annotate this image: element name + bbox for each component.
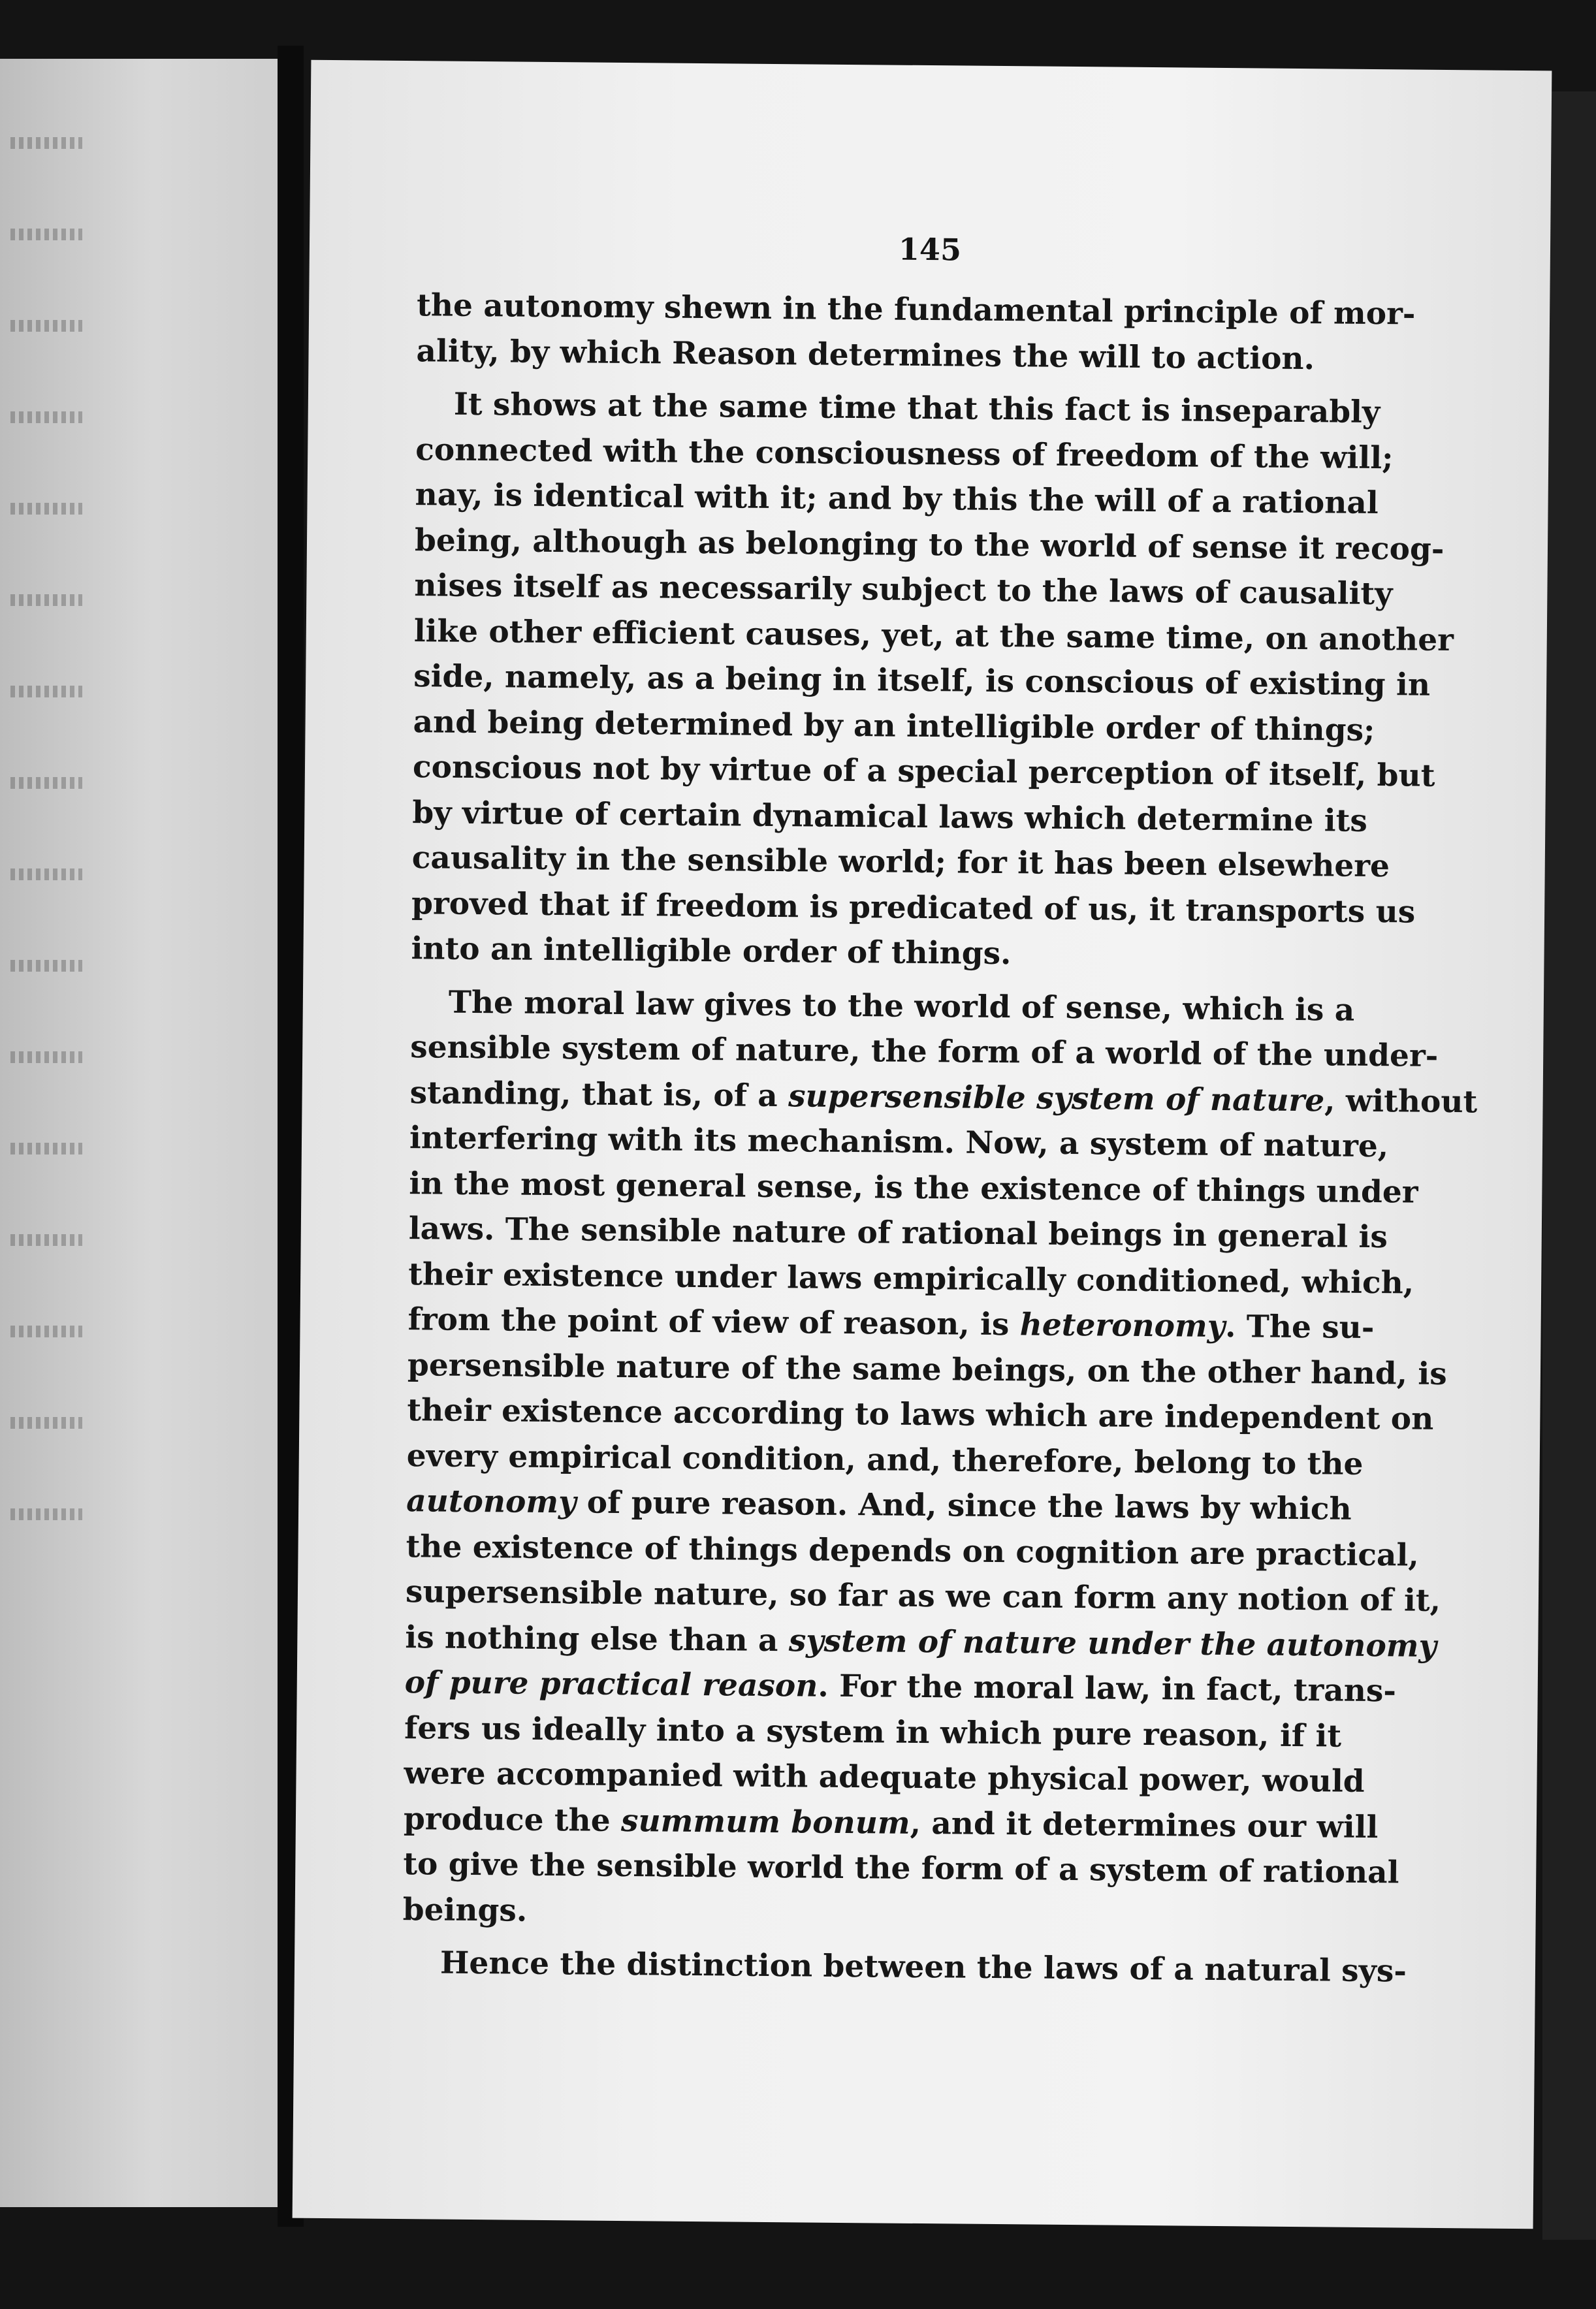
text-run: into an intelligible order of things. xyxy=(411,931,1012,972)
text-run: proved that if freedom is predicated of us, it transports us xyxy=(411,885,1416,931)
text-line xyxy=(406,1478,1352,1532)
text-run: to give the sensible world the form of a system of rational xyxy=(403,1846,1399,1891)
text-line xyxy=(413,654,1431,707)
text-line xyxy=(409,1115,1389,1169)
text-line xyxy=(404,1706,1342,1759)
text-line xyxy=(405,1569,1441,1623)
paragraph xyxy=(411,381,1454,979)
text-run: The moral law gives to the world of sense, which is a xyxy=(448,984,1355,1028)
text-line xyxy=(407,1252,1414,1305)
text-line xyxy=(408,1206,1388,1260)
text-run: is nothing else than a xyxy=(405,1619,790,1659)
text-run: like other efficient causes, yet, at the same time, on another xyxy=(413,613,1454,658)
text-line xyxy=(403,1841,1399,1895)
text-run: nises itself as necessarily subject to the laws of causality xyxy=(414,567,1393,613)
italic-phrase: summum bonum xyxy=(620,1802,910,1841)
text-run: being, although as belonging to the world of sense it recog- xyxy=(414,522,1444,567)
bleed-through-mark xyxy=(10,503,82,515)
bleed-through-mark xyxy=(10,960,82,972)
body-text xyxy=(402,283,1478,1994)
text-run: every empirical condition, and, therefore, belong to the xyxy=(406,1437,1364,1482)
bleed-through-mark xyxy=(10,594,82,606)
bleed-through-mark xyxy=(10,411,82,423)
page-number: 145 xyxy=(898,231,962,268)
text-run: by virtue of certain dynamical laws which determine its xyxy=(412,794,1368,839)
text-line xyxy=(405,1615,1437,1668)
book-page xyxy=(293,60,1552,2229)
text-line xyxy=(404,1751,1365,1804)
text-line xyxy=(413,609,1454,662)
text-run: nay, is identical with it; and by this the will of a rational xyxy=(415,477,1379,522)
text-line xyxy=(415,427,1394,481)
text-run: . For the moral law, in fact, trans- xyxy=(818,1668,1397,1710)
italic-phrase: of pure practical reason xyxy=(404,1664,818,1704)
text-run: the existence of things depends on cognition are practical, xyxy=(406,1528,1419,1574)
text-line xyxy=(410,1025,1439,1078)
bleed-through-mark xyxy=(10,1051,82,1063)
text-run: and being determined by an intelligible order of things; xyxy=(413,703,1375,748)
text-run: sensible system of nature, the form of a world of the under- xyxy=(410,1029,1439,1074)
italic-phrase: system of nature under the autonomy xyxy=(788,1622,1437,1664)
text-run: conscious not by virtue of a special perception of itself, but xyxy=(412,749,1435,794)
bleed-through-mark xyxy=(10,777,82,789)
text-run: produce the xyxy=(403,1800,622,1839)
text-line xyxy=(402,1940,1407,1994)
italic-phrase: supersensible system of nature xyxy=(788,1077,1325,1119)
text-run: connected with the consciousness of freedom of the will; xyxy=(415,431,1394,476)
text-run: , without xyxy=(1324,1082,1478,1120)
text-run: their existence according to laws which are independent on xyxy=(407,1392,1434,1437)
bleed-through-mark xyxy=(10,1508,82,1520)
paragraph xyxy=(402,979,1478,1941)
text-line xyxy=(407,1297,1375,1350)
text-line xyxy=(416,328,1354,382)
text-run: side, namely, as a being in itself, is conscious of existing in xyxy=(413,658,1431,703)
text-run: supersensible nature, so far as we can form any notion of it, xyxy=(405,1574,1441,1619)
page-stack-edge xyxy=(1542,91,1596,2240)
text-run: fers us ideally into a system in which pure reason, if it xyxy=(404,1710,1342,1755)
text-line xyxy=(416,381,1381,435)
text-line xyxy=(411,881,1416,934)
text-line xyxy=(404,1660,1397,1713)
text-line xyxy=(412,744,1435,798)
text-line xyxy=(409,1070,1478,1124)
text-run: persensible nature of the same beings, on the other hand, is xyxy=(407,1346,1447,1392)
bleed-through-mark xyxy=(10,686,82,697)
italic-phrase: autonomy xyxy=(406,1483,577,1521)
text-line xyxy=(415,472,1379,526)
text-run: ality, by which Reason determines the will to action. xyxy=(416,332,1315,377)
text-line xyxy=(406,1524,1419,1578)
text-run: standing, that is, of a xyxy=(409,1074,789,1114)
text-run: . The su- xyxy=(1224,1309,1375,1346)
text-run: It shows at the same time that this fact is inseparably xyxy=(453,386,1381,431)
text-line xyxy=(416,283,1416,336)
text-line xyxy=(412,790,1368,844)
bleed-through-mark xyxy=(10,320,82,332)
text-line xyxy=(403,1796,1379,1850)
paragraph xyxy=(416,283,1416,382)
text-line xyxy=(411,926,1349,979)
text-run: Hence the distinction between the laws of a natural sys- xyxy=(439,1945,1407,1990)
text-run: from the point of view of reason, is xyxy=(407,1301,1020,1343)
bleed-through-mark xyxy=(10,1234,82,1246)
text-run: beings. xyxy=(402,1891,528,1929)
bleed-through-mark xyxy=(10,1143,82,1154)
paragraph xyxy=(402,1940,1407,1994)
text-line xyxy=(407,1388,1434,1441)
bleed-through-mark xyxy=(10,1417,82,1429)
text-line xyxy=(414,518,1444,571)
text-run: the autonomy shewn in the fundamental principle of mor- xyxy=(416,287,1416,332)
bleed-through-mark xyxy=(10,868,82,880)
bleed-through-mark xyxy=(10,1326,82,1337)
text-line xyxy=(411,979,1355,1033)
text-run: , and it determines our will xyxy=(910,1805,1379,1845)
text-run: laws. The sensible nature of rational beings in general is xyxy=(408,1211,1388,1256)
text-line xyxy=(414,563,1393,616)
text-line xyxy=(406,1433,1364,1487)
text-line xyxy=(402,1887,1340,1941)
bleed-through-mark xyxy=(10,137,82,149)
previous-page-edge xyxy=(0,59,278,2207)
italic-phrase: heteronomy xyxy=(1019,1307,1226,1345)
bleed-through-mark xyxy=(10,229,82,240)
text-run: causality in the sensible world; for it has been elsewhere xyxy=(411,840,1390,885)
text-run: of pure reason. And, since the laws by which xyxy=(576,1484,1352,1527)
text-run: in the most general sense, is the existence of things under xyxy=(409,1165,1418,1211)
text-run: interfering with its mechanism. Now, a system of nature, xyxy=(409,1120,1389,1165)
text-run: were accompanied with adequate physical power, would xyxy=(404,1755,1365,1800)
text-line xyxy=(407,1343,1447,1396)
text-line xyxy=(413,699,1375,753)
text-line xyxy=(409,1161,1418,1215)
text-line xyxy=(411,835,1390,889)
text-run: their existence under laws empirically conditioned, which, xyxy=(407,1256,1414,1301)
